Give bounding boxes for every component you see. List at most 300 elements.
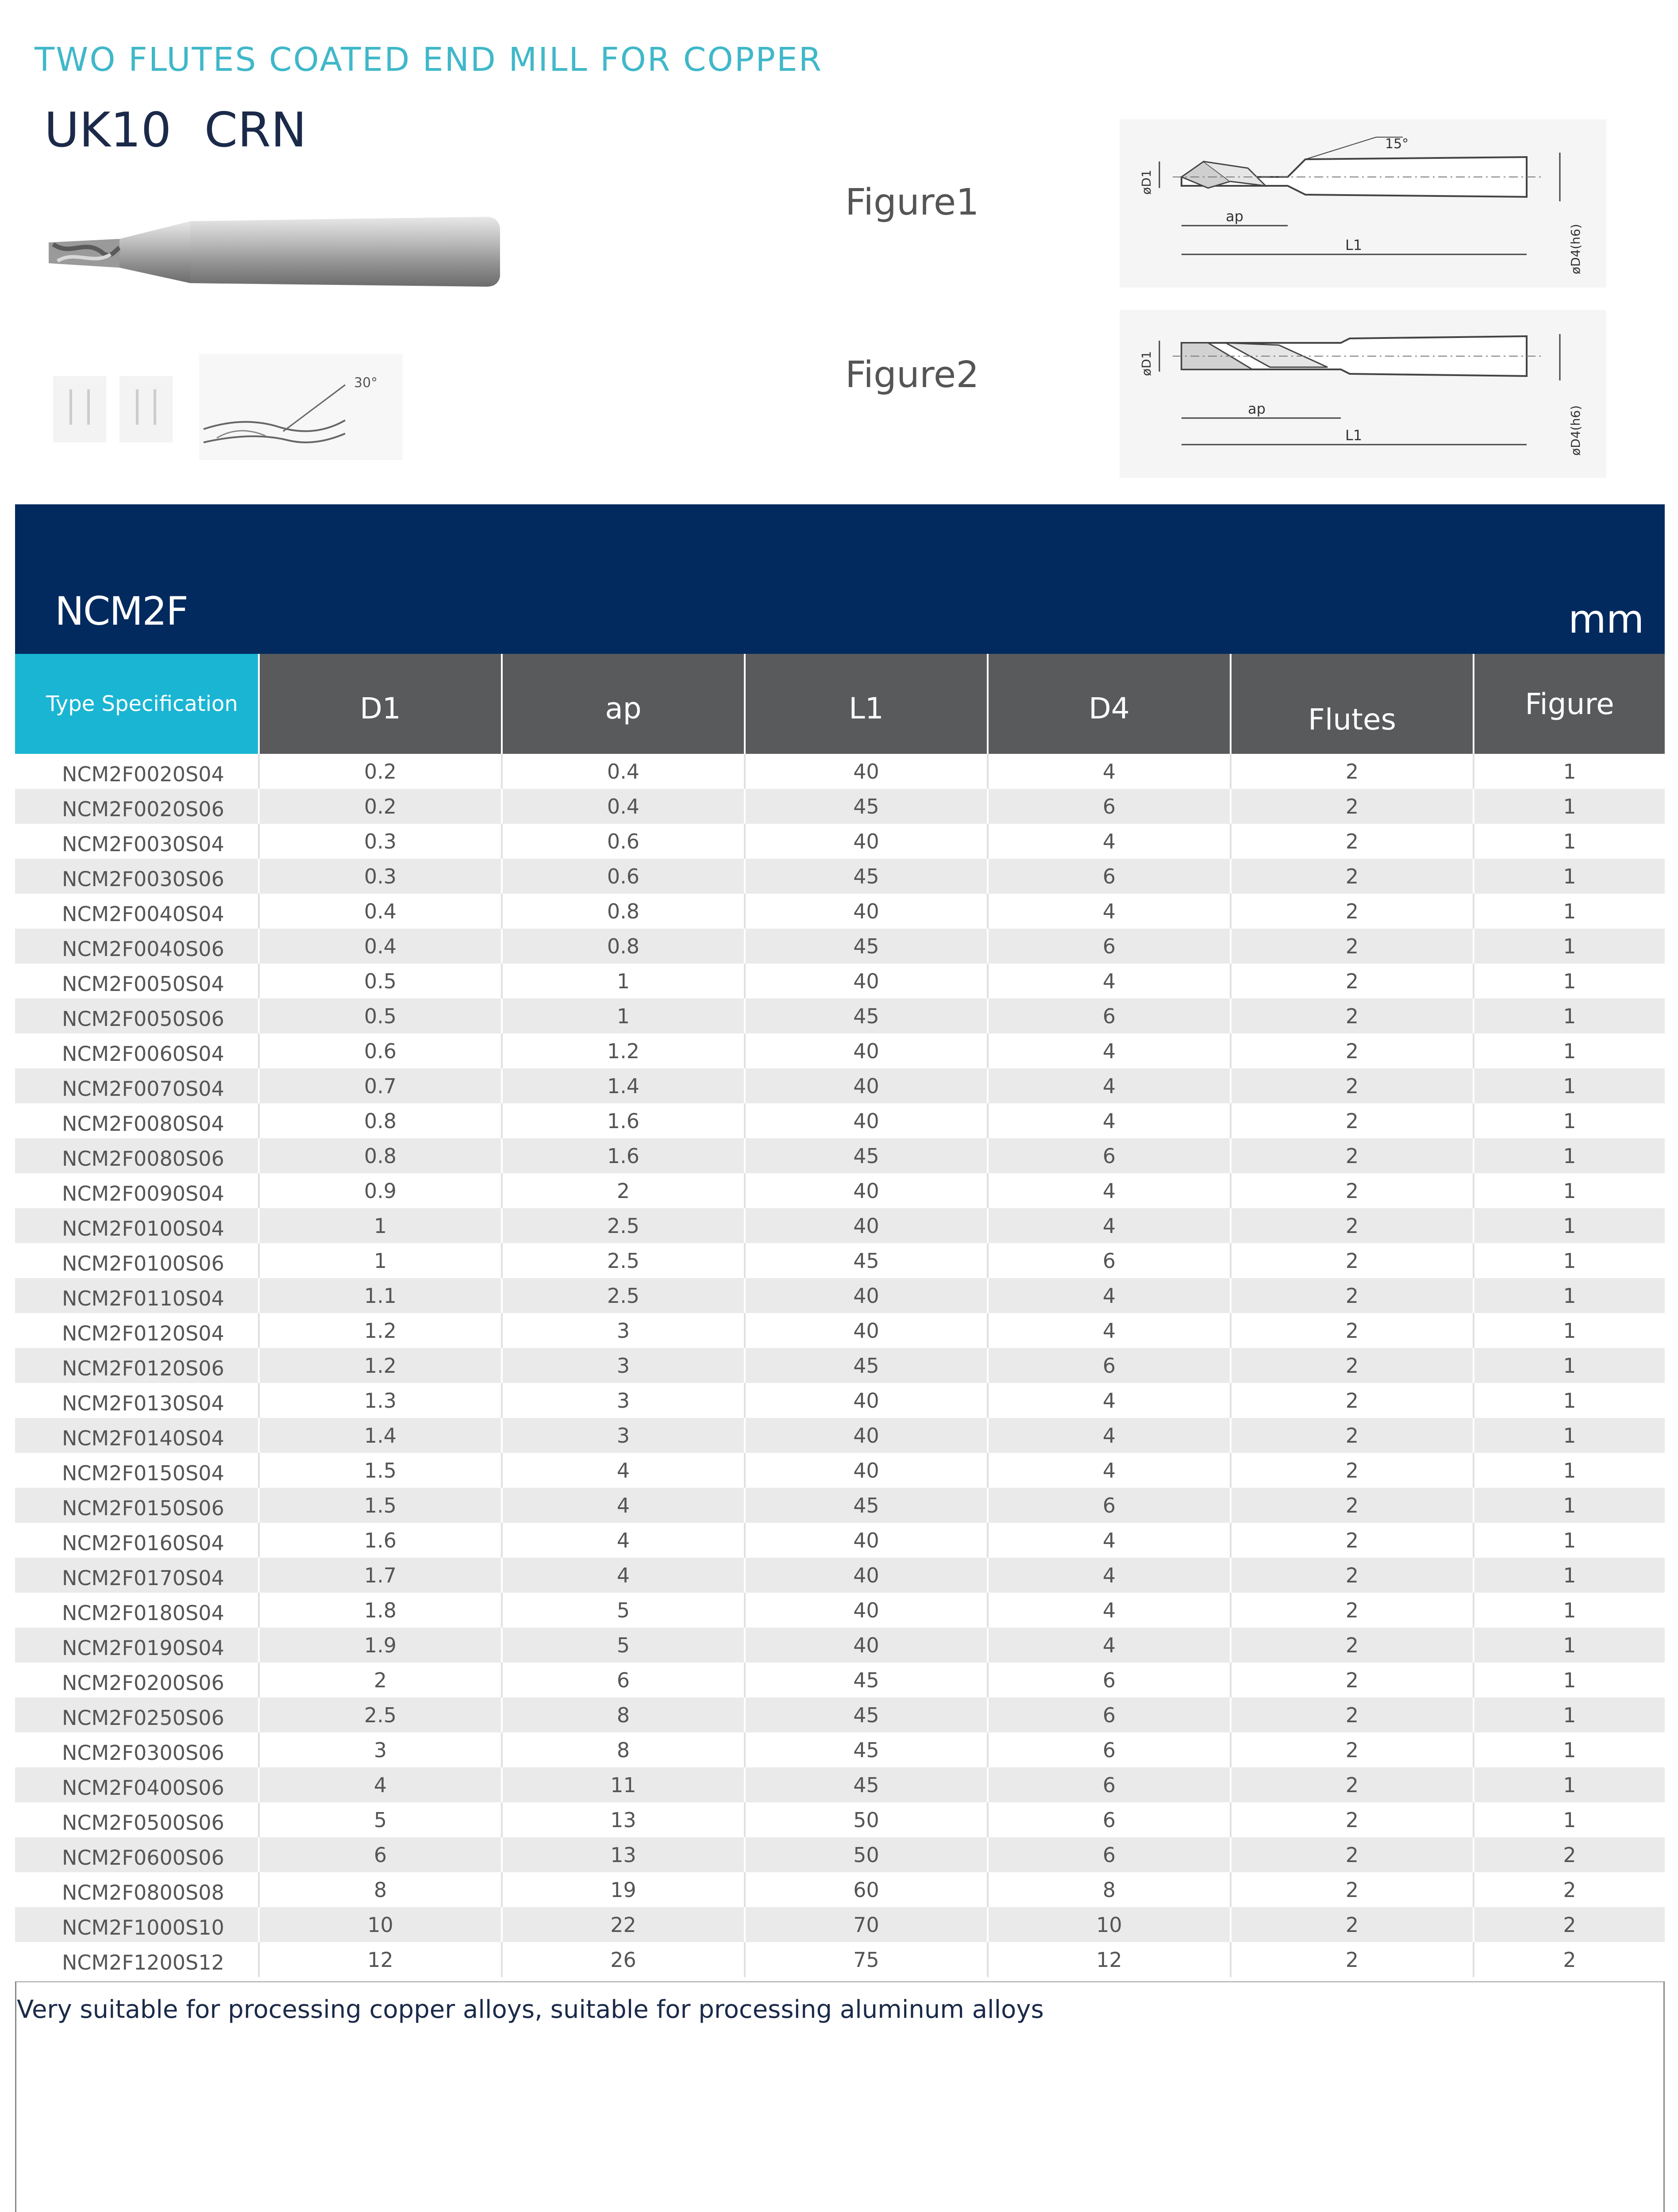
d1-cell: 1.9	[259, 1628, 502, 1663]
fig2-ap-label: ap	[1248, 400, 1266, 417]
type-spec-text: NCM2F0040S06	[62, 937, 224, 961]
d4-cell: 4	[988, 1593, 1231, 1628]
fig1-d4-label: øD4(h6)	[1568, 224, 1583, 274]
type-spec-cell	[15, 1593, 259, 1628]
ap-cell: 13	[502, 1837, 745, 1872]
d4-cell: 6	[988, 1348, 1231, 1383]
d4-cell: 6	[988, 1488, 1231, 1523]
l1-cell: 40	[745, 1208, 988, 1243]
l1-cell: 40	[745, 1628, 988, 1663]
l1-cell: 45	[745, 1663, 988, 1697]
ap-cell: 0.4	[502, 754, 745, 789]
d1-cell: 8	[259, 1872, 502, 1907]
figure-cell: 1	[1474, 1278, 1665, 1313]
d4-cell: 4	[988, 1208, 1231, 1243]
type-spec-text: NCM2F0400S06	[62, 1775, 224, 1800]
d1-cell: 4	[259, 1767, 502, 1802]
type-spec-text: NCM2F0180S04	[62, 1601, 224, 1625]
figure-cell: 1	[1474, 998, 1665, 1033]
ap-cell: 3	[502, 1348, 745, 1383]
table-row	[15, 1523, 1665, 1558]
type-spec-cell	[15, 1523, 259, 1558]
d1-cell: 0.3	[259, 824, 502, 859]
d1-cell: 1.2	[259, 1313, 502, 1348]
d4-cell: 4	[988, 1278, 1231, 1313]
l1-cell: 40	[745, 1558, 988, 1593]
l1-cell: 45	[745, 789, 988, 824]
type-spec-text: NCM2F0300S06	[62, 1740, 224, 1765]
l1-cell: 45	[745, 1732, 988, 1767]
d4-cell: 6	[988, 1802, 1231, 1837]
d4-cell: 6	[988, 1732, 1231, 1767]
type-spec-text: NCM2F0600S06	[62, 1845, 224, 1870]
l1-cell: 40	[745, 1068, 988, 1103]
d1-cell: 1.3	[259, 1383, 502, 1418]
type-spec-text: NCM2F0120S04	[62, 1321, 224, 1345]
d1-cell: 0.8	[259, 1138, 502, 1173]
flutes-cell: 2	[1231, 929, 1474, 964]
d1-cell: 5	[259, 1802, 502, 1837]
type-spec-text: NCM2F0100S06	[62, 1251, 224, 1275]
d1-cell: 0.7	[259, 1068, 502, 1103]
figure-cell: 2	[1474, 1872, 1665, 1907]
col-header-l1	[745, 654, 988, 754]
figure-cell: 1	[1474, 1243, 1665, 1278]
col-header-flutes-label: Flutes	[1308, 702, 1396, 737]
ap-cell: 2	[502, 1173, 745, 1208]
d1-cell: 6	[259, 1837, 502, 1872]
d1-cell: 2	[259, 1663, 502, 1697]
ap-cell: 4	[502, 1523, 745, 1558]
d1-cell: 2.5	[259, 1697, 502, 1732]
col-header-ap	[502, 654, 745, 754]
ap-cell: 5	[502, 1593, 745, 1628]
fig1-ap-label: ap	[1226, 208, 1243, 225]
figure-cell: 1	[1474, 754, 1665, 789]
ap-cell: 3	[502, 1418, 745, 1453]
l1-cell: 40	[745, 1383, 988, 1418]
col-header-type: Type Specification	[15, 654, 259, 754]
type-spec-text: NCM2F0050S06	[62, 1006, 224, 1031]
d1-cell: 1.5	[259, 1488, 502, 1523]
table-row	[15, 1628, 1665, 1663]
type-spec-cell	[15, 1243, 259, 1278]
type-spec-cell	[15, 1313, 259, 1348]
spec-table	[15, 654, 1665, 1977]
col-header-d4-label: D4	[1089, 691, 1130, 726]
d4-cell: 6	[988, 789, 1231, 824]
type-spec-cell	[15, 1453, 259, 1488]
figure-cell: 2	[1474, 1942, 1665, 1977]
l1-cell: 70	[745, 1907, 988, 1942]
figure-cell: 1	[1474, 859, 1665, 894]
type-spec-text: NCM2F0080S06	[62, 1146, 224, 1171]
type-spec-text: NCM2F0110S04	[62, 1286, 224, 1310]
table-row	[15, 1348, 1665, 1383]
d1-cell: 0.3	[259, 859, 502, 894]
figure-cell: 1	[1474, 1173, 1665, 1208]
d1-cell: 12	[259, 1942, 502, 1977]
flutes-cell: 2	[1231, 1558, 1474, 1593]
table-row	[15, 1837, 1665, 1872]
flutes-cell: 2	[1231, 1383, 1474, 1418]
ap-cell: 1.6	[502, 1103, 745, 1138]
d4-cell: 4	[988, 1068, 1231, 1103]
figure-cell: 1	[1474, 1103, 1665, 1138]
flutes-cell: 2	[1231, 859, 1474, 894]
table-row	[15, 1872, 1665, 1907]
figure-cell: 1	[1474, 1208, 1665, 1243]
figure-cell: 1	[1474, 1558, 1665, 1593]
end-mill-photo	[44, 208, 504, 296]
flutes-cell: 2	[1231, 894, 1474, 929]
type-spec-cell	[15, 1663, 259, 1697]
table-row	[15, 1663, 1665, 1697]
figure-cell: 1	[1474, 1068, 1665, 1103]
d1-cell: 0.5	[259, 964, 502, 998]
l1-cell: 45	[745, 859, 988, 894]
flutes-cell: 2	[1231, 1697, 1474, 1732]
d1-cell: 0.4	[259, 929, 502, 964]
figure-cell: 2	[1474, 1837, 1665, 1872]
l1-cell: 75	[745, 1942, 988, 1977]
d4-cell: 6	[988, 1243, 1231, 1278]
figure-cell: 1	[1474, 1488, 1665, 1523]
flutes-cell: 2	[1231, 964, 1474, 998]
l1-cell: 45	[745, 929, 988, 964]
type-spec-cell	[15, 998, 259, 1033]
figure-cell: 1	[1474, 929, 1665, 964]
d4-cell: 4	[988, 1103, 1231, 1138]
l1-cell: 40	[745, 1278, 988, 1313]
table-row	[15, 1068, 1665, 1103]
figure-cell: 1	[1474, 1697, 1665, 1732]
d1-cell: 0.4	[259, 894, 502, 929]
figure-cell: 1	[1474, 1138, 1665, 1173]
table-row	[15, 1907, 1665, 1942]
type-spec-text: NCM2F0030S04	[62, 832, 224, 856]
table-row	[15, 1558, 1665, 1593]
figure-cell: 1	[1474, 1453, 1665, 1488]
ap-cell: 2.5	[502, 1208, 745, 1243]
l1-cell: 45	[745, 1138, 988, 1173]
d1-cell: 1	[259, 1208, 502, 1243]
table-header-band	[15, 504, 1665, 654]
table-row	[15, 1418, 1665, 1453]
l1-cell: 40	[745, 1173, 988, 1208]
flutes-cell: 2	[1231, 1138, 1474, 1173]
table-row	[15, 1488, 1665, 1523]
flutes-cell: 2	[1231, 1593, 1474, 1628]
type-spec-text: NCM2F0030S06	[62, 867, 224, 891]
type-spec-text: NCM2F0020S04	[62, 762, 224, 786]
d4-cell: 4	[988, 964, 1231, 998]
ap-cell: 1.2	[502, 1033, 745, 1068]
type-spec-cell	[15, 1767, 259, 1802]
angle-30-label: 30°	[354, 375, 378, 391]
d4-cell: 4	[988, 1558, 1231, 1593]
table-row	[15, 1103, 1665, 1138]
type-spec-text: NCM2F0020S06	[62, 797, 224, 821]
table-row	[15, 1243, 1665, 1278]
figure-cell: 1	[1474, 1628, 1665, 1663]
table-header-row	[15, 654, 1665, 754]
ap-cell: 26	[502, 1942, 745, 1977]
d1-cell: 10	[259, 1907, 502, 1942]
d4-cell: 4	[988, 1033, 1231, 1068]
d4-cell: 12	[988, 1942, 1231, 1977]
figure-cell: 1	[1474, 1593, 1665, 1628]
ap-cell: 0.6	[502, 859, 745, 894]
d1-cell: 0.2	[259, 754, 502, 789]
ap-cell: 1	[502, 998, 745, 1033]
d1-cell: 1.2	[259, 1348, 502, 1383]
type-spec-text: NCM2F0040S04	[62, 902, 224, 926]
d1-cell: 0.5	[259, 998, 502, 1033]
figure-cell: 1	[1474, 789, 1665, 824]
figure-cell: 1	[1474, 964, 1665, 998]
table-row	[15, 1278, 1665, 1313]
l1-cell: 45	[745, 1243, 988, 1278]
flutes-cell: 2	[1231, 1208, 1474, 1243]
type-spec-text: NCM2F1000S10	[62, 1915, 224, 1939]
d4-cell: 4	[988, 1173, 1231, 1208]
table-row	[15, 1732, 1665, 1767]
d1-cell: 1	[259, 1243, 502, 1278]
d1-cell: 1.1	[259, 1278, 502, 1313]
type-spec-cell	[15, 1208, 259, 1243]
ap-cell: 6	[502, 1663, 745, 1697]
flutes-cell: 2	[1231, 1732, 1474, 1767]
type-spec-cell	[15, 1837, 259, 1872]
d4-cell: 4	[988, 1628, 1231, 1663]
figure-cell: 1	[1474, 894, 1665, 929]
figure-cell: 1	[1474, 1348, 1665, 1383]
col-header-figure	[1474, 654, 1665, 754]
ap-cell: 4	[502, 1488, 745, 1523]
col-header-l1-label: L1	[849, 691, 884, 726]
table-row	[15, 824, 1665, 859]
flutes-cell: 2	[1231, 1767, 1474, 1802]
d1-cell: 1.7	[259, 1558, 502, 1593]
flutes-cell: 2	[1231, 1068, 1474, 1103]
figure-cell: 1	[1474, 1523, 1665, 1558]
table-row	[15, 1313, 1665, 1348]
figure-cell: 1	[1474, 1418, 1665, 1453]
l1-cell: 40	[745, 1523, 988, 1558]
fig1-d1-label: øD1	[1139, 169, 1154, 195]
ap-cell: 22	[502, 1907, 745, 1942]
ap-cell: 3	[502, 1383, 745, 1418]
fig1-l1-label: L1	[1345, 237, 1362, 253]
d1-cell: 1.4	[259, 1418, 502, 1453]
type-spec-cell	[15, 1628, 259, 1663]
flutes-cell: 2	[1231, 1033, 1474, 1068]
figure-cell: 1	[1474, 1033, 1665, 1068]
l1-cell: 40	[745, 824, 988, 859]
type-spec-text: NCM2F0500S06	[62, 1810, 224, 1835]
type-spec-cell	[15, 964, 259, 998]
d4-cell: 4	[988, 754, 1231, 789]
type-spec-text: NCM2F0080S04	[62, 1111, 224, 1136]
type-spec-text: NCM2F0170S04	[62, 1566, 224, 1590]
type-spec-text: NCM2F0100S04	[62, 1216, 224, 1240]
type-spec-cell	[15, 1103, 259, 1138]
d4-cell: 4	[988, 894, 1231, 929]
type-spec-cell	[15, 1907, 259, 1942]
grade-title: UK10 CRN	[44, 103, 307, 158]
flutes-cell: 2	[1231, 824, 1474, 859]
l1-cell: 40	[745, 1593, 988, 1628]
fig2-d1-label: øD1	[1139, 351, 1154, 376]
type-spec-text: NCM2F0050S04	[62, 972, 224, 996]
type-spec-cell	[15, 1488, 259, 1523]
type-spec-cell	[15, 789, 259, 824]
fig2-l1-label: L1	[1345, 427, 1362, 444]
unit-label: mm	[1568, 596, 1644, 642]
l1-cell: 40	[745, 1033, 988, 1068]
ap-cell: 1.4	[502, 1068, 745, 1103]
type-spec-cell	[15, 1418, 259, 1453]
ap-cell: 0.4	[502, 789, 745, 824]
flute-detail-drawing	[199, 354, 403, 460]
type-spec-cell	[15, 754, 259, 789]
type-spec-text: NCM2F0200S06	[62, 1671, 224, 1695]
type-spec-cell	[15, 1033, 259, 1068]
l1-cell: 45	[745, 1488, 988, 1523]
table-row	[15, 789, 1665, 824]
d4-cell: 6	[988, 998, 1231, 1033]
table-row	[15, 1697, 1665, 1732]
col-header-figure-label: Figure	[1525, 687, 1614, 721]
l1-cell: 45	[745, 1348, 988, 1383]
type-spec-text: NCM2F0060S04	[62, 1041, 224, 1066]
flutes-cell: 2	[1231, 1103, 1474, 1138]
ap-cell: 8	[502, 1697, 745, 1732]
flutes-cell: 2	[1231, 1418, 1474, 1453]
ap-cell: 11	[502, 1767, 745, 1802]
flutes-cell: 2	[1231, 1628, 1474, 1663]
figure-cell: 1	[1474, 1663, 1665, 1697]
flutes-cell: 2	[1231, 1802, 1474, 1837]
type-spec-text: NCM2F0120S06	[62, 1356, 224, 1380]
d1-cell: 1.8	[259, 1593, 502, 1628]
table-row	[15, 1383, 1665, 1418]
ap-cell: 8	[502, 1732, 745, 1767]
table-row	[15, 1173, 1665, 1208]
ap-cell: 0.6	[502, 824, 745, 859]
d1-cell: 1.5	[259, 1453, 502, 1488]
flutes-cell: 2	[1231, 1488, 1474, 1523]
flutes-cell: 2	[1231, 1942, 1474, 1977]
flutes-cell: 2	[1231, 1278, 1474, 1313]
col-header-d1-label: D1	[360, 691, 401, 726]
type-spec-cell	[15, 1942, 259, 1977]
ap-cell: 0.8	[502, 929, 745, 964]
type-spec-cell	[15, 1558, 259, 1593]
d4-cell: 4	[988, 1313, 1231, 1348]
d4-cell: 4	[988, 1453, 1231, 1488]
col-header-d4	[988, 654, 1231, 754]
flutes-cell: 2	[1231, 754, 1474, 789]
figure-cell: 2	[1474, 1907, 1665, 1942]
flutes-cell: 2	[1231, 1523, 1474, 1558]
flutes-cell: 2	[1231, 1872, 1474, 1907]
type-spec-text: NCM2F0140S04	[62, 1426, 224, 1450]
table-row	[15, 754, 1665, 789]
type-spec-text: NCM2F0160S04	[62, 1531, 224, 1555]
type-spec-text: NCM2F0150S04	[62, 1461, 224, 1485]
ap-cell: 3	[502, 1313, 745, 1348]
ap-cell: 2.5	[502, 1278, 745, 1313]
table-row	[15, 894, 1665, 929]
d4-cell: 6	[988, 1138, 1231, 1173]
d4-cell: 6	[988, 1767, 1231, 1802]
d4-cell: 6	[988, 1697, 1231, 1732]
table-row	[15, 929, 1665, 964]
figure-cell: 1	[1474, 1767, 1665, 1802]
type-spec-cell	[15, 929, 259, 964]
figure1-drawing	[1120, 119, 1606, 288]
application-note: Very suitable for processing copper alloys, suitable for processing aluminum alloys	[17, 1995, 1044, 2024]
table-row	[15, 1593, 1665, 1628]
l1-cell: 45	[745, 998, 988, 1033]
type-spec-cell	[15, 1383, 259, 1418]
page-subtitle: TWO FLUTES COATED END MILL FOR COPPER	[35, 41, 823, 79]
d4-cell: 6	[988, 859, 1231, 894]
d4-cell: 6	[988, 929, 1231, 964]
d1-cell: 0.6	[259, 1033, 502, 1068]
d4-cell: 6	[988, 1837, 1231, 1872]
type-spec-cell	[15, 824, 259, 859]
type-spec-cell	[15, 1173, 259, 1208]
d4-cell: 4	[988, 1523, 1231, 1558]
type-spec-text: NCM2F0800S08	[62, 1880, 224, 1905]
l1-cell: 40	[745, 964, 988, 998]
table-row	[15, 1767, 1665, 1802]
l1-cell: 40	[745, 1313, 988, 1348]
d1-cell: 0.9	[259, 1173, 502, 1208]
type-spec-cell	[15, 1872, 259, 1907]
type-spec-cell	[15, 1348, 259, 1383]
l1-cell: 45	[745, 1697, 988, 1732]
l1-cell: 50	[745, 1837, 988, 1872]
ap-cell: 13	[502, 1802, 745, 1837]
flutes-cell: 2	[1231, 1837, 1474, 1872]
l1-cell: 40	[745, 894, 988, 929]
fig2-d4-label: øD4(h6)	[1568, 405, 1583, 456]
type-spec-text: NCM2F0070S04	[62, 1076, 224, 1101]
type-spec-text: NCM2F1200S12	[62, 1950, 224, 1974]
d4-cell: 4	[988, 1383, 1231, 1418]
table-row	[15, 998, 1665, 1033]
d4-cell: 6	[988, 1663, 1231, 1697]
d1-cell: 3	[259, 1732, 502, 1767]
type-spec-cell	[15, 1068, 259, 1103]
d4-cell: 4	[988, 1418, 1231, 1453]
col-header-flutes	[1231, 654, 1474, 754]
table-row	[15, 1802, 1665, 1837]
ap-cell: 19	[502, 1872, 745, 1907]
figure-cell: 1	[1474, 1802, 1665, 1837]
type-spec-text: NCM2F0090S04	[62, 1181, 224, 1206]
figure1-label: Figure1	[845, 181, 979, 223]
type-spec-cell	[15, 1802, 259, 1837]
type-spec-cell	[15, 1278, 259, 1313]
ap-cell: 5	[502, 1628, 745, 1663]
table-row	[15, 1208, 1665, 1243]
figure-cell: 1	[1474, 1383, 1665, 1418]
